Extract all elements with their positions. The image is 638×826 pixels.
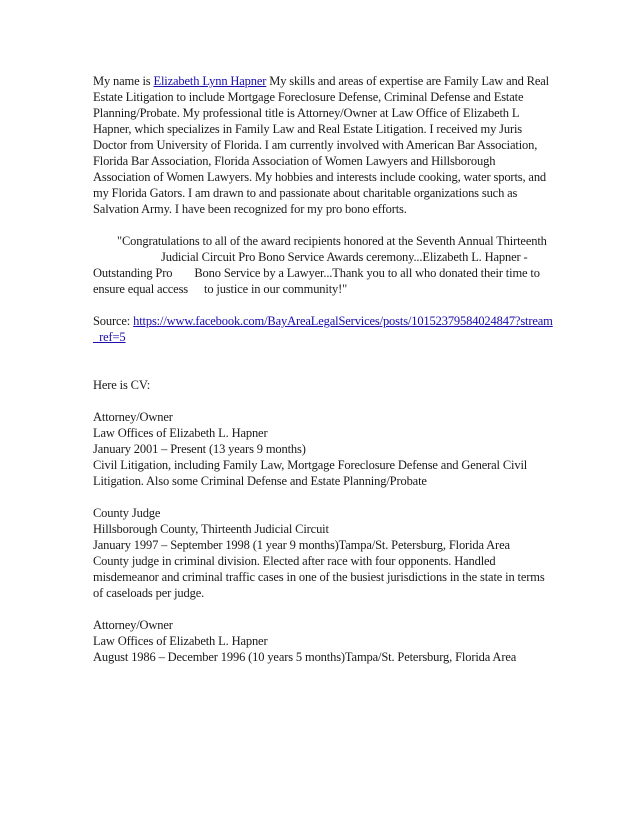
spacer <box>93 489 553 505</box>
source-label: Source: <box>93 314 134 328</box>
cv-heading: Here is CV: <box>93 378 151 392</box>
cv-dates: August 1986 – December 1996 (10 years 5 months)Tampa/St. Petersburg, Florida Area <box>93 650 517 664</box>
quote-part-4: to justice in our community!" <box>204 282 348 296</box>
spacer <box>93 297 553 313</box>
quote-part-2: Judicial Circuit Pro Bono Service Awards ceremony...Elizabeth L. Hapner - Outstanding Pro <box>93 250 528 280</box>
quote-part-3: Bono Service by a Lawyer...Thank you to all who donated their time to ensure equal access <box>93 266 540 296</box>
spacer <box>93 345 553 377</box>
cv-org: Law Offices of Elizabeth L. Hapner <box>93 426 268 440</box>
document-body <box>93 73 553 665</box>
spacer <box>93 217 553 233</box>
intro-lead: My name is <box>93 74 154 88</box>
cv-description: Civil Litigation, including Family Law, Mortgage Foreclosure Defense and General Civil Litigation. Also some Criminal Defense and Estate Planning/Probate <box>93 458 528 488</box>
cv-title: Attorney/Owner <box>93 410 173 424</box>
intro-paragraph <box>93 73 553 217</box>
cv-org: Hillsborough County, Thirteenth Judicial Circuit <box>93 522 329 536</box>
cv-title: County Judge <box>93 506 161 520</box>
cv-dates: January 2001 – Present (13 years 9 months) <box>93 442 306 456</box>
cv-entry <box>93 617 553 665</box>
cv-description: County judge in criminal division. Elected after race with four opponents. Handled misdemeanor and criminal traffic cases in one of the busiest jurisdictions in the state in terms of caseloads per judge. <box>93 554 545 600</box>
cv-entry <box>93 409 553 489</box>
award-quote <box>93 233 553 297</box>
spacer <box>93 601 553 617</box>
source-line <box>93 313 553 345</box>
cv-org: Law Offices of Elizabeth L. Hapner <box>93 634 268 648</box>
name-link[interactable]: Elizabeth Lynn Hapner <box>153 74 267 88</box>
source-link[interactable]: https://www.facebook.com/BayAreaLegalServices/posts/10152379584024847?stream_ref=5 <box>93 314 553 344</box>
spacer <box>93 393 553 409</box>
quote-part-1: "Congratulations to all of the award recipients honored at the Seventh Annual Thirteenth <box>117 234 547 248</box>
cv-dates: January 1997 – September 1998 (1 year 9 months)Tampa/St. Petersburg, Florida Area <box>93 538 510 552</box>
cv-entry <box>93 505 553 601</box>
intro-text: My skills and areas of expertise are Family Law and Real Estate Litigation to include Mortgage Foreclosure Defense, Criminal Defense and Estate Planning/Probate. My professional title is Attorney/Owner at Law Office of Elizabeth L Hapner, which specializes in Family Law and Real Estate Litigation. I received my Juris Doctor from University of Florida. I am currently involved with American Bar Association, Florida Bar Association, Florida Association of Women Lawyers and Hillsborough Association of Women Lawyers. My hobbies and interests include cooking, water sports, and my Florida Gators. I am drawn to and passionate about charitable organizations such as Salvation Army. I have been recognized for my pro bono efforts. <box>93 74 549 216</box>
cv-title: Attorney/Owner <box>93 618 173 632</box>
